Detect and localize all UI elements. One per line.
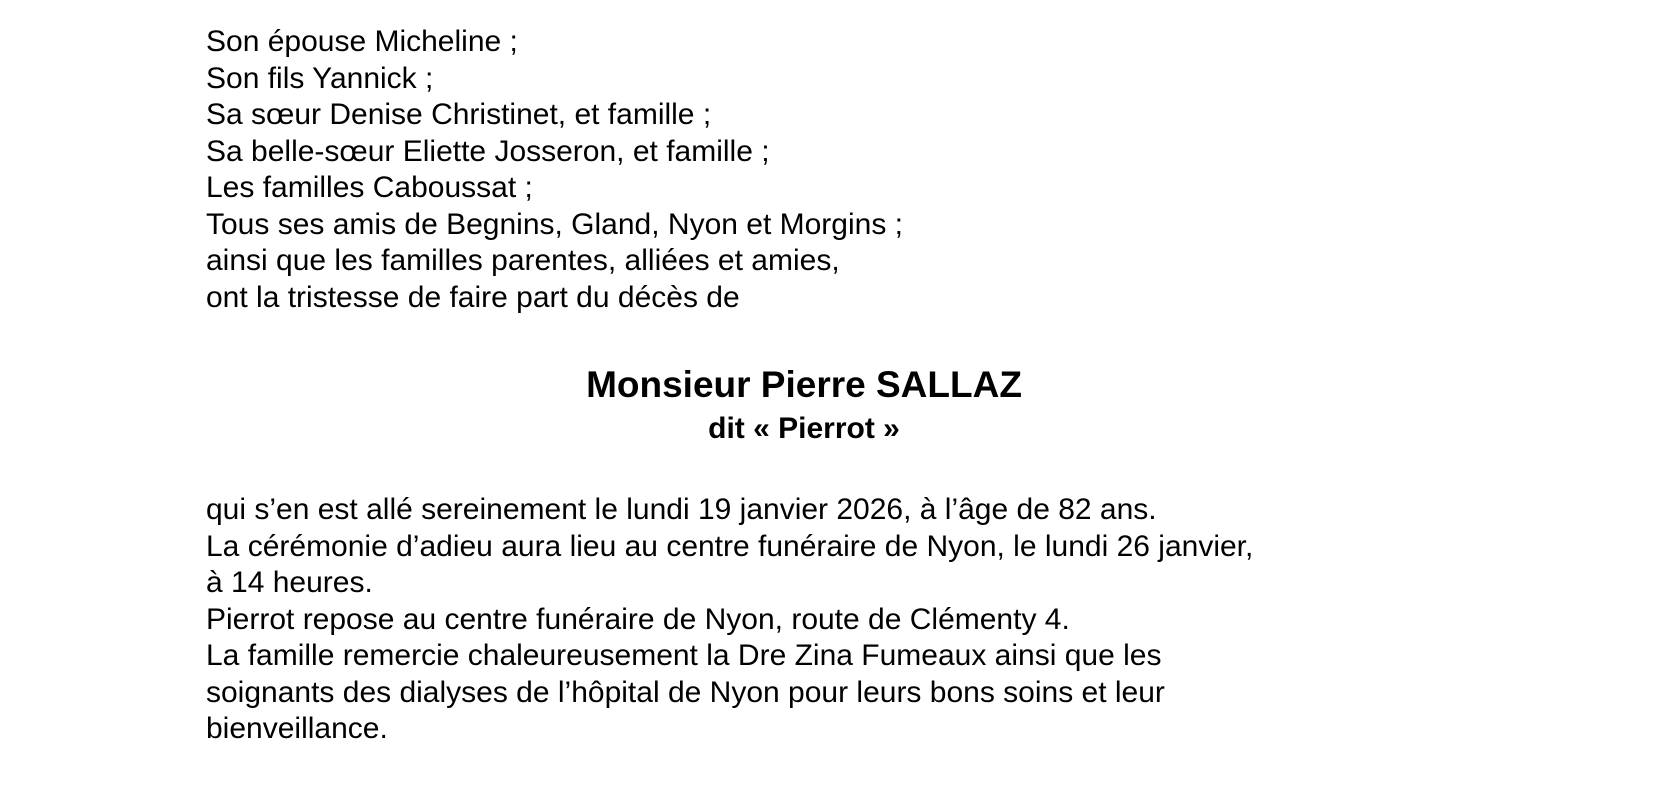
detail-line: à 14 heures. [206, 566, 373, 599]
mourner-line: Son épouse Micheline ; [206, 25, 518, 58]
detail-line: La famille remercie chaleureusement la Dre Zina Fumeaux ainsi que les [206, 639, 1162, 672]
mourner-line: Les familles Caboussat ; [206, 171, 533, 204]
mourner-line: Sa belle-sœur Eliette Josseron, et famille ; [206, 134, 770, 168]
mourner-line: Son fils Yannick ; [206, 61, 434, 95]
detail-line: qui s’en est allé sereinement le lundi 19 janvier 2026, à l’âge de 82 ans. [206, 493, 1157, 526]
detail-line: bienveillance. [206, 712, 388, 745]
obituary-content [206, 0, 1402, 748]
mourner-line: Tous ses amis de Begnins, Gland, Nyon et Morgins ; [206, 207, 904, 241]
mourner-line: Sa sœur Denise Christinet, et famille ; [206, 98, 712, 131]
mourners-list [206, 24, 1402, 316]
detail-line: Pierrot repose au centre funéraire de Nyon, route de Clémenty 4. [206, 602, 1070, 636]
detail-line: soignants des dialyses de l’hôpital de Nyon pour leurs bons soins et leur [206, 675, 1165, 709]
detail-line: La cérémonie d’adieu aura lieu au centre funéraire de Nyon, le lundi 26 janvier, [206, 529, 1254, 563]
announcement-intro-line: ont la tristesse de faire part du décès de [206, 280, 740, 314]
deceased-name: Monsieur Pierre SALLAZ [586, 364, 1022, 405]
announcement-details [206, 492, 1402, 748]
mourner-line: ainsi que les familles parentes, alliées et amies, [206, 244, 840, 277]
deceased-nickname: dit « Pierrot » [708, 412, 900, 445]
